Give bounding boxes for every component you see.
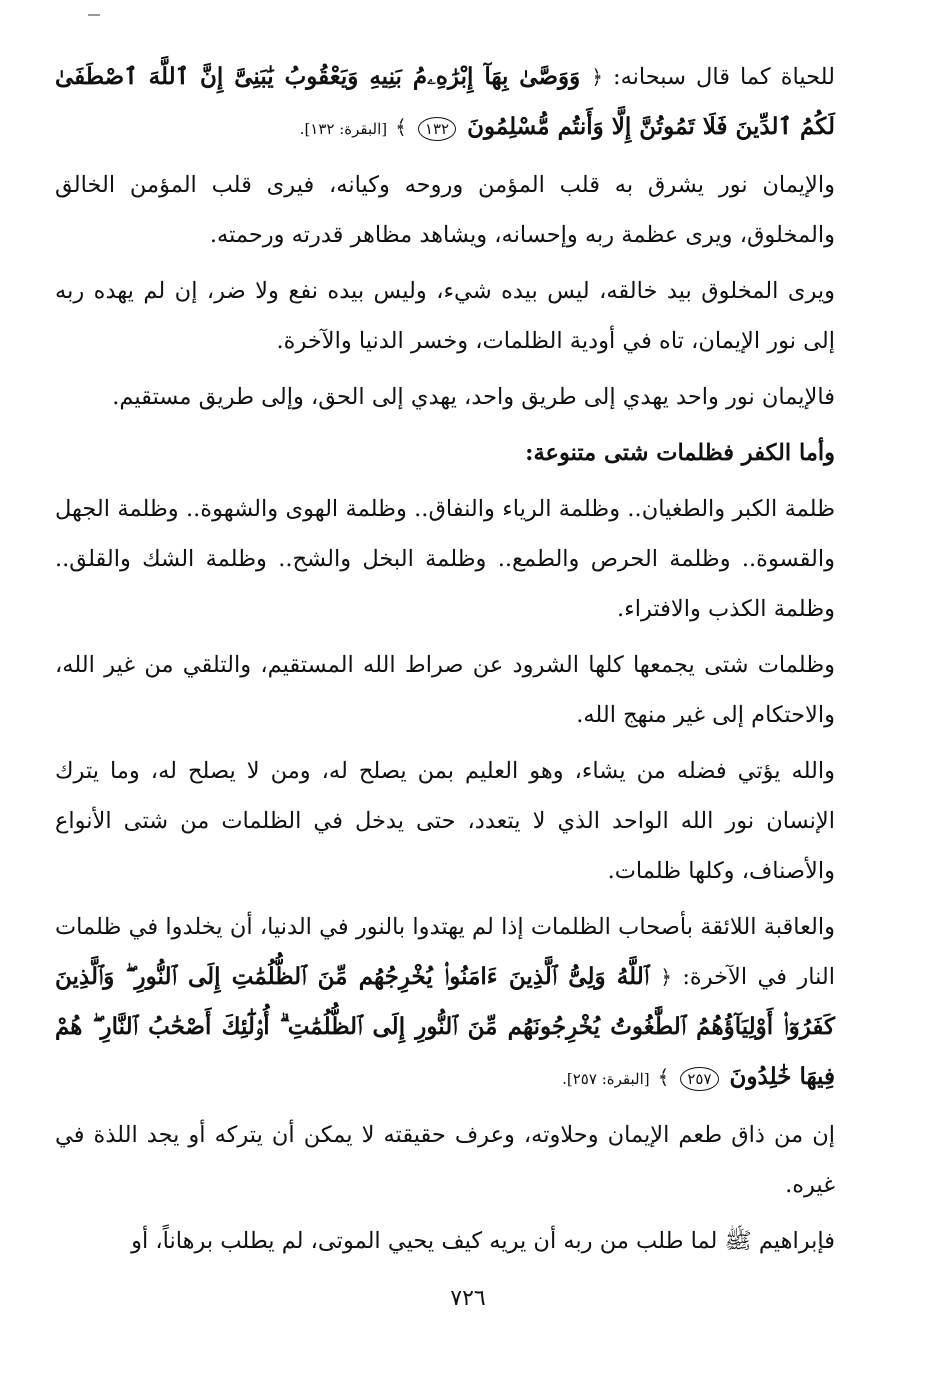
quran-open-bracket: ﴿ [591, 65, 603, 89]
paragraph: وظلمات شتى يجمعها كلها الشرود عن صراط الله المستقيم، والتلقي من غير الله، والاحتكام إلى غير منهج الله. [55, 652, 835, 728]
paragraph: والله يؤتي فضله من يشاء، وهو العليم بمن يصلح له، ومن لا يصلح له، وما يترك الإنسان نور الله الواحد الذي لا يتعدد، حتى يدخل في الظلمات من شتى الأنواع والأصناف، وكلها ظلمات. [55, 758, 835, 884]
paragraph: فالإيمان نور واحد يهدي إلى طريق واحد، يهدي إلى الحق، وإلى طريق مستقيم. [112, 384, 835, 410]
verse-reference: [البقرة: ١٣٢]. [299, 120, 388, 138]
paragraph: فإبراهيم ﷺ لما طلب من ربه أن يريه كيف يحيي الموتى، لم يطلب برهاناً، أو [131, 1228, 835, 1254]
page-body [55, 52, 835, 1322]
quran-close-bracket: ﴾ [395, 115, 407, 139]
paragraph-quran-verse-132 [55, 52, 835, 154]
verse-number-badge: ١٣٢ [418, 117, 456, 141]
paragraph-quran-verse-257 [55, 902, 835, 1104]
quran-verse-text: وَوَصَّىٰ بِهَآ إِبْرَٰهِۦمُ بَنِيهِ وَيَعْقُوبُ يَٰبَنِىَّ إِنَّ ٱللَّهَ ٱصْطَفَىٰ لَكُمُ ٱلدِّينَ فَلَا تَمُوتُنَّ إِلَّا وَأَنتُم مُّسْلِمُونَ [55, 63, 835, 140]
corner-mark [88, 14, 100, 16]
paragraph: والإيمان نور يشرق به قلب المؤمن وروحه وكيانه، فيرى قلب المؤمن الخالق والمخلوق، ويرى عظمة ربه وإحسانه، ويشاهد مظاهر قدرته ورحمته. [55, 172, 835, 248]
paragraph: إن من ذاق طعم الإيمان وحلاوته، وعرف حقيقته لا يمكن أن يتركه أو يجد اللذة في غيره. [55, 1122, 835, 1198]
paragraph: ظلمة الكبر والطغيان.. وظلمة الرياء والنفاق.. وظلمة الهوى والشهوة.. وظلمة الجهل والقسوة.. وظلمة الحرص والطمع.. وظلمة البخل والشح.. وظلمة الشك والقلق.. وظلمة الكذب والافتراء. [55, 496, 835, 622]
paragraph: ويرى المخلوق بيد خالقه، ليس بيده شيء، وليس بيده نفع ولا ضر، إن لم يهده ربه إلى نور الإيمان، تاه في أودية الظلمات، وخسر الدنيا والآخرة. [55, 278, 835, 354]
verse-reference: [البقرة: ٢٥٧]. [562, 1070, 650, 1088]
page-number: ٧٢٦ [450, 1286, 486, 1311]
paragraph-text: والعاقبة اللائقة بأصحاب الظلمات إذا لم يهتدوا بالنور في الدنيا، أن يخلدوا في ظلمات النار في الآخرة: [55, 914, 835, 990]
quran-close-bracket: ﴾ [657, 1065, 670, 1089]
section-heading: وأما الكفر فظلمات شتى متنوعة: [525, 440, 835, 466]
quran-open-bracket: ﴿ [660, 965, 672, 989]
paragraph-text: للحياة كما قال سبحانه: [602, 64, 835, 90]
verse-number-badge: ٢٥٧ [680, 1067, 718, 1091]
quran-verse-text: ٱللَّهُ وَلِىُّ ٱلَّذِينَ ءَامَنُوا۟ يُخْرِجُهُم مِّنَ ٱلظُّلُمَٰتِ إِلَى ٱلنُّورِ ۖ وَٱلَّذِينَ كَفَرُوٓا۟ أَوْلِيَآؤُهُمُ ٱلطَّٰغُوتُ يُخْرِجُونَهُم مِّنَ ٱلنُّورِ إِلَى ٱلظُّلُمَٰتِ ۗ أُو۟لَٰٓئِكَ أَصْحَٰبُ ٱلنَّارِ ۖ هُمْ فِيهَا خَٰلِدُونَ [55, 963, 835, 1090]
